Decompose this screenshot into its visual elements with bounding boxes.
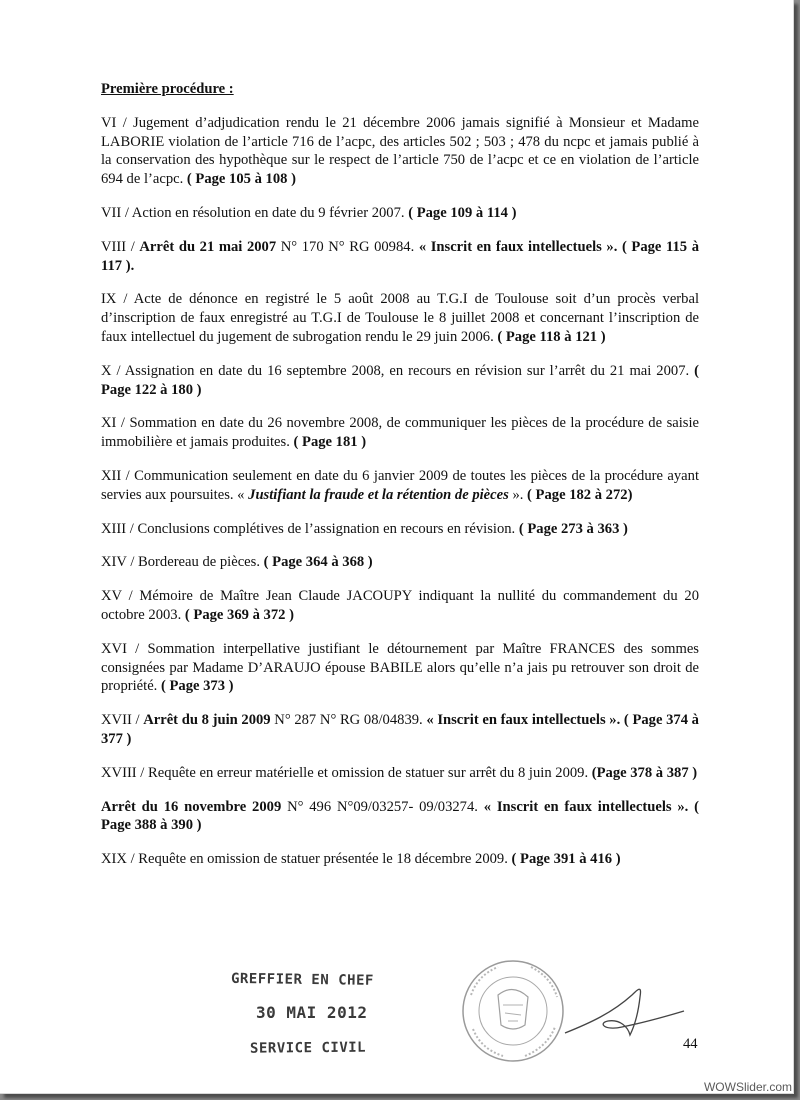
emphasis-text: ( Page 181 )	[293, 434, 367, 451]
paragraph-text: XIV / Bordereau de pièces.	[101, 554, 264, 571]
paragraph-text: XIX / Requête en omission de statuer présentée le 18 décembre 2009.	[101, 851, 512, 868]
emphasis-text: « Inscrit en faux intellectuels ». ( Page 115 à 117 ).	[101, 238, 699, 274]
paragraph	[101, 798, 699, 836]
paragraph-text: ».	[508, 486, 528, 503]
paragraph	[101, 414, 699, 452]
emphasis-text: « Inscrit en faux intellectuels ». ( Page 388 à 390 )	[101, 798, 699, 834]
paragraph-text: IX / Acte de dénonce en registré le 5 août 2008 au T.G.I de Toulouse soit d’un procès verbal d’inscription de faux enregistré au T.G.I de Toulouse le 8 juillet 2008 et concernant l’inscription de faux intellectuel du jugement de subrogation rendu le 29 juin 2006.	[101, 291, 699, 345]
emphasis-text: ( Page 373 )	[160, 678, 234, 695]
paragraph-text: VIII /	[101, 238, 140, 255]
paragraph	[101, 467, 699, 505]
emphasis-text: (Page 378 à 387 )	[591, 764, 698, 781]
emphasis-text: ( Page 369 à 372 )	[184, 606, 294, 623]
document-body	[101, 80, 699, 884]
emphasis-text: Arrêt du 16 novembre 2009	[101, 798, 282, 815]
paragraph-text: N° 496 N°09/03257- 09/03274.	[281, 798, 484, 815]
emphasis-text: ( Page 105 à 108 )	[186, 171, 296, 188]
emphasis-text: ( Page 122 à 180 )	[101, 362, 699, 398]
section-title: Première procédure :	[101, 81, 234, 97]
paragraph-text: N° 287 N° RG 08/04839.	[270, 712, 427, 729]
paragraph	[101, 204, 699, 223]
emphasis-text: Arrêt du 21 mai 2007	[139, 238, 277, 255]
emphasis-text: Justifiant la fraude et la rétention de pièces	[248, 486, 509, 503]
paragraph-text: XIII / Conclusions complétives de l’assignation en recours en révision.	[101, 520, 519, 537]
paragraph	[101, 238, 699, 276]
paragraph-text: XVIII / Requête en erreur matérielle et omission de statuer sur arrêt du 8 juin 2009.	[101, 764, 592, 781]
emphasis-text: ( Page 364 à 368 )	[263, 554, 373, 571]
paragraph-text: X / Assignation en date du 16 septembre 2008, en recours en révision sur l’arrêt du 21 mai 2007.	[101, 362, 695, 379]
watermark-text: WOWSlider.com	[703, 1080, 792, 1094]
paragraph-list	[101, 114, 699, 869]
emphasis-text: ( Page 391 à 416 )	[511, 851, 621, 868]
emphasis-text: Arrêt du 8 juin 2009	[143, 712, 271, 729]
paragraph-text: XII / Communication seulement en date du 6 janvier 2009 de toutes les pièces de la procédure ayant servies aux poursuites. «	[101, 467, 699, 503]
paragraph	[101, 290, 699, 346]
paragraph-text: XVI / Sommation interpellative justifiant le détournement par Maître FRANCES des sommes consignées par Madame D’ARAUJO épouse BABILE alors qu’elle n’a jais pu retrouver son droit de propriété.	[101, 640, 699, 695]
paragraph	[101, 587, 699, 625]
paragraph	[101, 362, 699, 400]
emphasis-text: ( Page 109 à 114 )	[408, 204, 517, 221]
paragraph	[101, 640, 699, 696]
paragraph	[101, 850, 699, 869]
paragraph-text: XVII /	[101, 712, 144, 729]
paragraph-text: XV / Mémoire de Maître Jean Claude JACOUPY indiquant la nullité du commandement du 20 octobre 2003.	[101, 588, 699, 623]
paragraph-text: VI / Jugement d’adjudication rendu le 21 décembre 2006 jamais signifié à Monsieur et Madame LABORIE violation de l’article 716 de l’acpc, des articles 502 ; 503 ; 478 du ncpc et jamais publié à la conservation des hypothèque sur le respect de l’article 750 de l’acpc et ce en violation de l’article 694 de l’acpc.	[101, 114, 699, 188]
page-number: 44	[683, 1036, 698, 1052]
court-seal-icon	[453, 955, 573, 1067]
emphasis-text: ( Page 273 à 363 )	[518, 520, 628, 537]
paragraph	[101, 711, 699, 749]
emphasis-text: « Inscrit en faux intellectuels ». ( Page 374 à 377 )	[101, 712, 699, 747]
paragraph-text: VII / Action en résolution en date du 9 février 2007.	[101, 204, 409, 221]
paragraph	[101, 520, 699, 539]
paragraph-text: XI / Sommation en date du 26 novembre 2008, de communiquer les pièces de la procédure de saisie immobilière et jamais produites.	[101, 415, 699, 451]
emphasis-text: ( Page 182 à 272)	[527, 486, 633, 503]
paragraph	[101, 114, 699, 189]
stamp-date: 30 MAI 2012	[256, 1003, 368, 1022]
paragraph	[101, 553, 699, 572]
emphasis-text: ( Page 118 à 121 )	[497, 328, 606, 345]
stamp-greffier: GREFFIER EN CHEF	[230, 970, 374, 989]
paragraph-text: N° 170 N° RG 00984.	[276, 238, 419, 255]
paragraph	[101, 764, 699, 783]
signature-icon	[560, 975, 690, 1050]
stamp-service: SERVICE CIVIL	[249, 1039, 367, 1057]
